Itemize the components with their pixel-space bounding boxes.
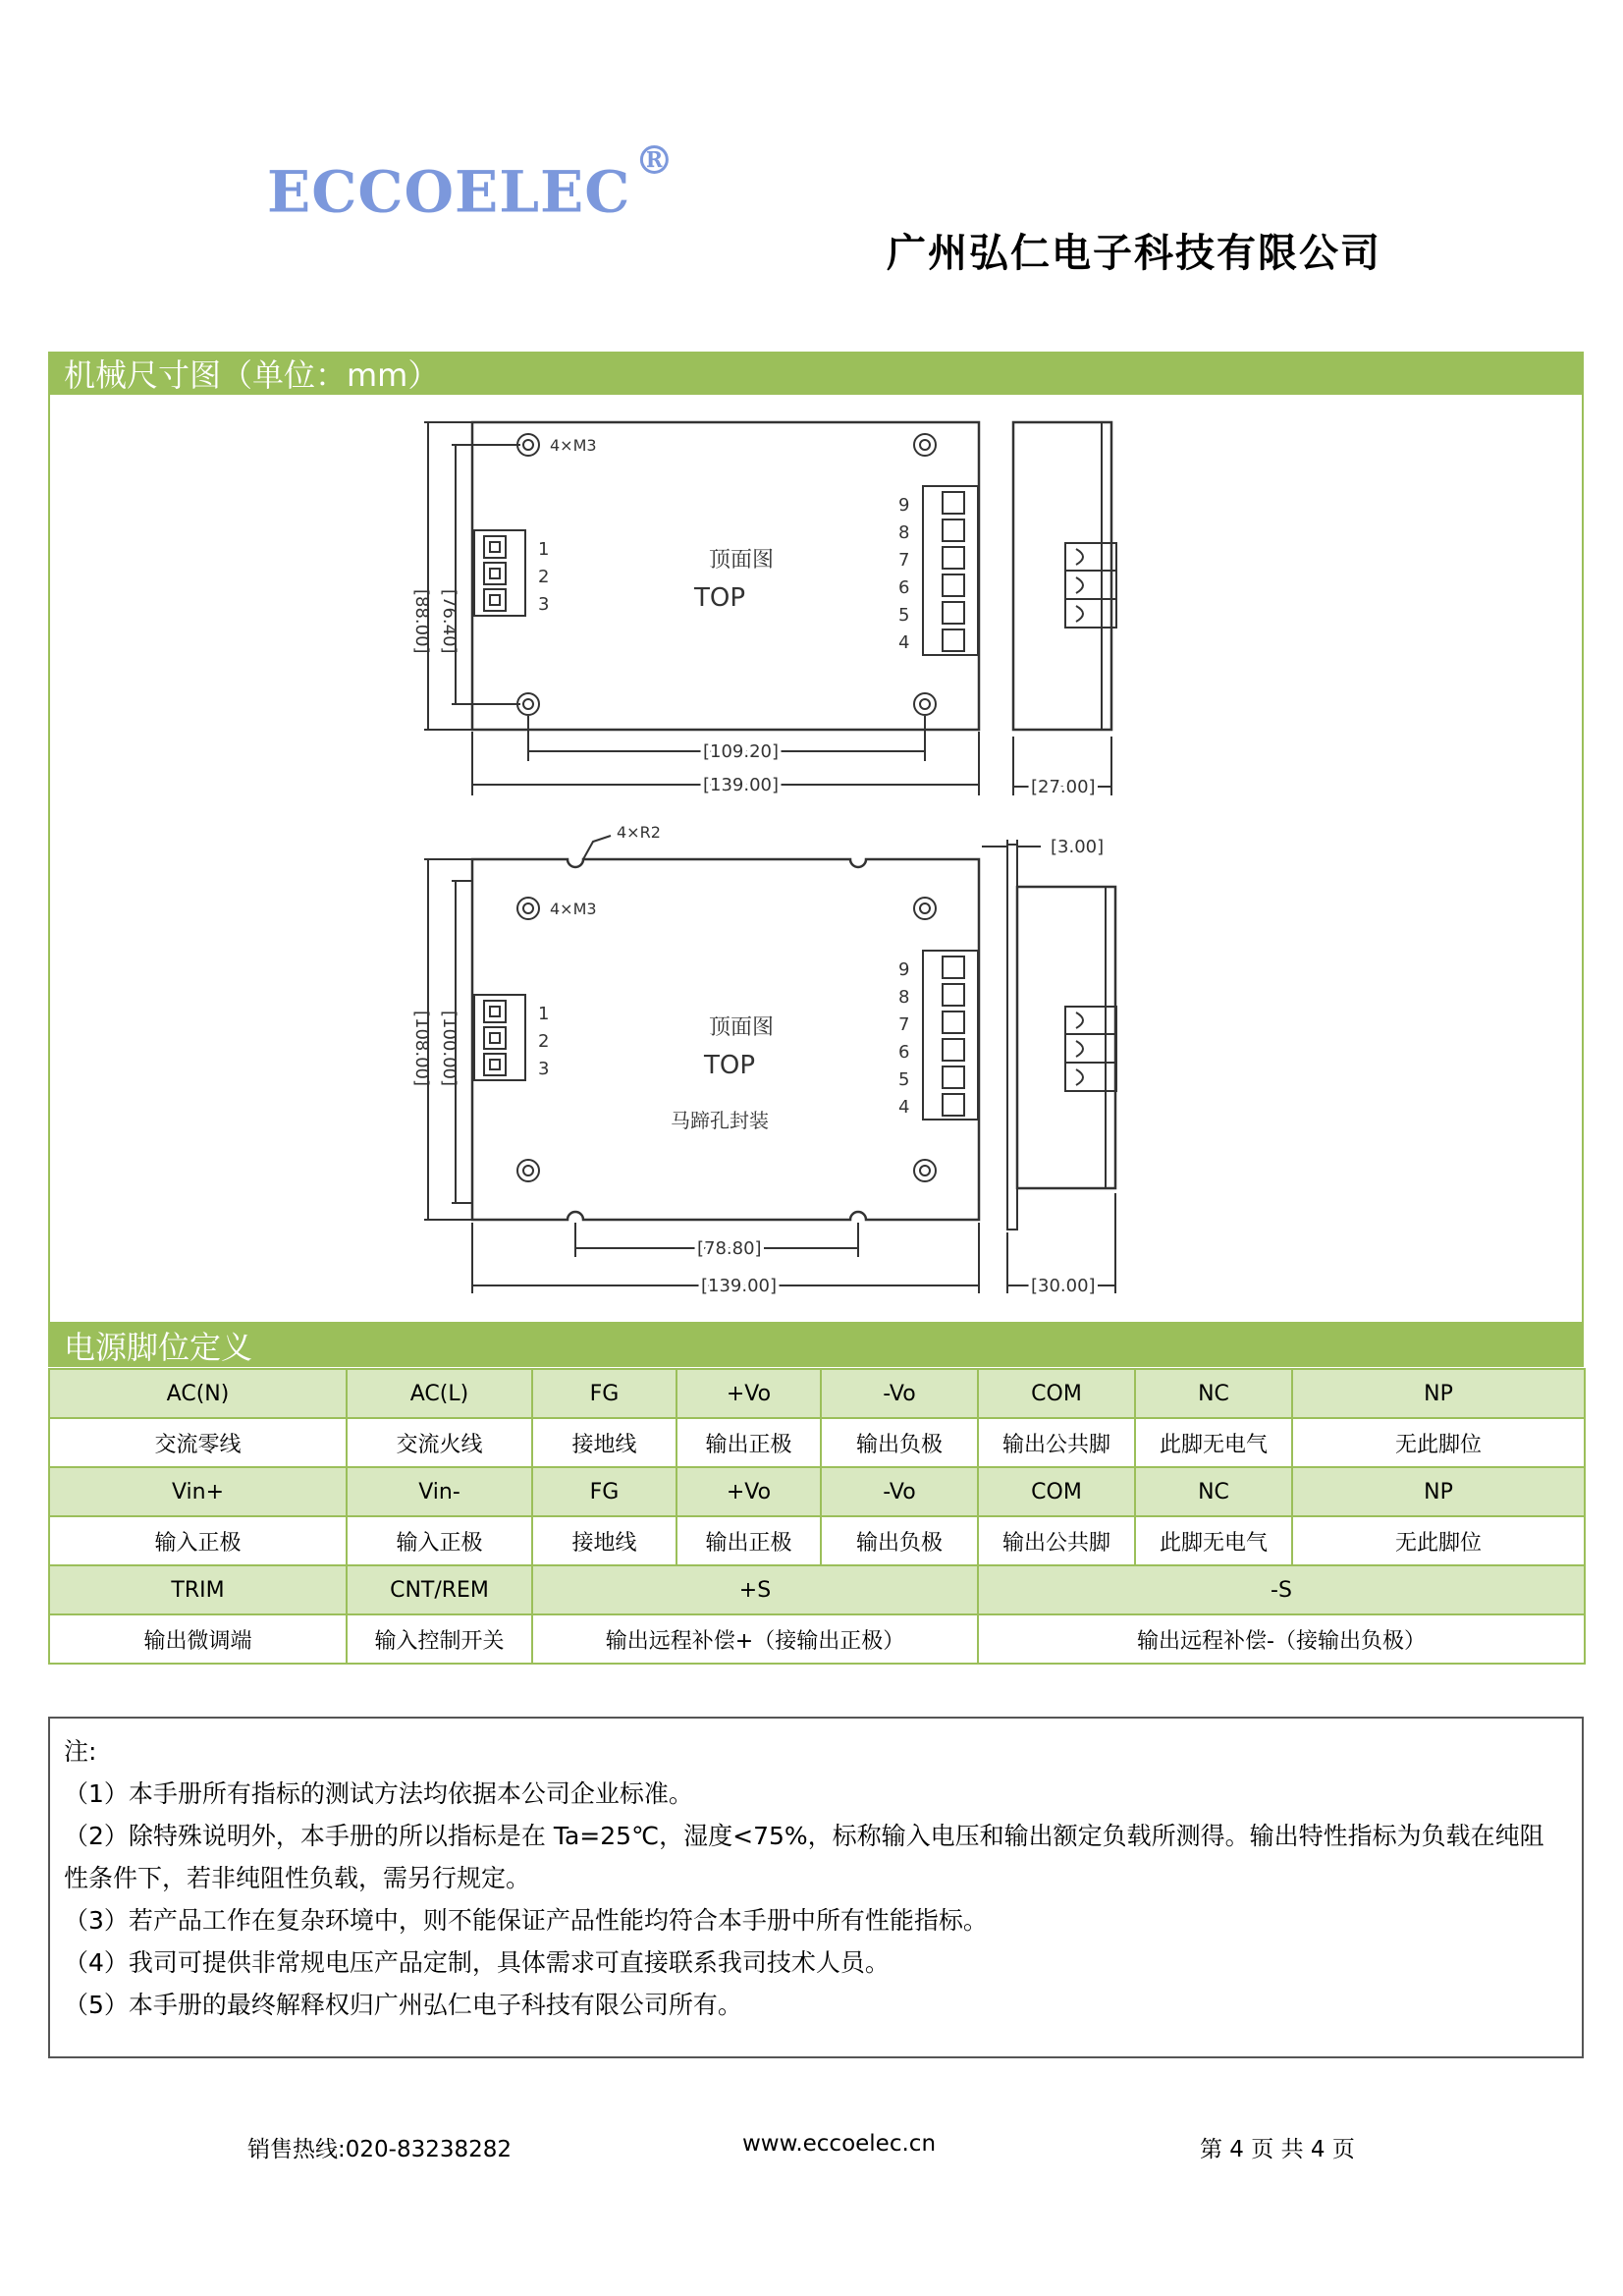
terminal-block-left: [474, 995, 525, 1080]
table-cell: 接地线: [532, 1418, 676, 1467]
view-label-en: TOP: [704, 1051, 756, 1080]
note-item: （4）我司可提供非常规电压产品定制，具体需求可直接联系我司技术人员。: [64, 1948, 890, 1977]
table-cell: FG: [532, 1369, 676, 1418]
table-cell: 输出负极: [821, 1516, 978, 1565]
table-cell: 输出远程补偿-（接输出负极）: [978, 1614, 1585, 1664]
registered-mark: ®: [634, 137, 676, 184]
note-item: （2）除特殊说明外，本手册的所以指标是在 Ta=25℃，湿度<75%，标称输入电压和输出额定负载所测得。输出特性指标为负载在纯阻性条件下，若非纯阻性负载，需另行规定。: [64, 1822, 1544, 1892]
mount-hole: [914, 1160, 936, 1181]
table-cell: CNT/REM: [347, 1565, 532, 1614]
table-cell: 输入正极: [347, 1516, 532, 1565]
sales-hotline: 销售热线:020-83238282: [247, 2137, 513, 2162]
dim-width-total: [139.00]: [701, 1276, 778, 1296]
pin-label: 8: [898, 522, 910, 543]
logo-text: ECCOELEC: [267, 158, 631, 226]
table-cell: 输出正极: [676, 1418, 821, 1467]
terminal-block-left: [474, 530, 525, 616]
mount-hole: [914, 434, 936, 456]
view-label-en: TOP: [694, 583, 746, 613]
mount-hole: [914, 693, 936, 715]
table-cell: NP: [1292, 1467, 1585, 1516]
table-cell: +Vo: [676, 1369, 821, 1418]
table-row: [49, 1369, 1585, 1418]
pin-label: 5: [898, 605, 910, 626]
pin-label: 8: [898, 987, 910, 1008]
table-cell: 输入正极: [49, 1516, 347, 1565]
note-item: （5）本手册的最终解释权归广州弘仁电子科技有限公司所有。: [64, 1991, 742, 2019]
mount-hole: [517, 898, 539, 919]
dim-height-outer: [88.00]: [411, 589, 432, 654]
company-logo: [267, 137, 676, 226]
table-cell: 输出负极: [821, 1418, 978, 1467]
table-cell: TRIM: [49, 1565, 347, 1614]
package-label: 马蹄孔封装: [671, 1109, 769, 1132]
pin-label: 7: [898, 550, 910, 571]
table-cell: 输入控制开关: [347, 1614, 532, 1664]
table-cell: -Vo: [821, 1467, 978, 1516]
dim-width-notch: [78.80]: [697, 1238, 762, 1259]
table-cell: COM: [978, 1467, 1135, 1516]
table-cell: 输出微调端: [49, 1614, 347, 1664]
mount-hole: [517, 1160, 539, 1181]
table-cell: 接地线: [532, 1516, 676, 1565]
side-view-1: [1013, 422, 1116, 730]
table-row: [49, 1614, 1585, 1664]
pin-label: 5: [898, 1069, 910, 1090]
table-cell: Vin+: [49, 1467, 347, 1516]
pin-label: 2: [538, 567, 550, 587]
notch-label: 4×R2: [617, 823, 661, 842]
side-view-2: [1007, 845, 1116, 1230]
table-cell: 无此脚位: [1292, 1418, 1585, 1467]
table-cell: NP: [1292, 1369, 1585, 1418]
table-cell: +Vo: [676, 1467, 821, 1516]
table-cell: NC: [1135, 1369, 1292, 1418]
dim-height-inner: [76.40]: [439, 589, 460, 654]
hole-label: 4×M3: [550, 436, 597, 455]
table-row: [49, 1418, 1585, 1467]
dim-height-inner: [100.00]: [439, 1011, 460, 1087]
table-cell: 无此脚位: [1292, 1516, 1585, 1565]
pin-label: 6: [898, 577, 910, 598]
table-cell: 交流火线: [347, 1418, 532, 1467]
pin-label: 6: [898, 1042, 910, 1063]
pin-label: 9: [898, 495, 910, 516]
mount-hole: [517, 693, 539, 715]
table-cell: 输出正极: [676, 1516, 821, 1565]
pin-label: 9: [898, 959, 910, 980]
table-cell: NC: [1135, 1467, 1292, 1516]
notes-box: [48, 1717, 1584, 2058]
dim-width-holes: [109.20]: [703, 741, 780, 762]
pin-definition-table: [48, 1368, 1586, 1665]
pin-label: 4: [898, 1097, 910, 1118]
pin-label: 4: [898, 632, 910, 653]
table-cell: COM: [978, 1369, 1135, 1418]
dim-flange: [3.00]: [1051, 837, 1105, 857]
page-number: 第 4 页 共 4 页: [1200, 2137, 1355, 2162]
table-cell: 输出公共脚: [978, 1418, 1135, 1467]
view-label-cn: 顶面图: [709, 548, 775, 573]
table-row: [49, 1467, 1585, 1516]
pin-label: 2: [538, 1031, 550, 1052]
table-cell: 此脚无电气: [1135, 1418, 1292, 1467]
dim-depth-2: [30.00]: [1031, 1276, 1096, 1296]
dim-depth-1: [27.00]: [1031, 777, 1096, 797]
note-item: （1）本手册所有指标的测试方法均依据本公司企业标准。: [64, 1779, 693, 1808]
table-cell: 输出远程补偿+（接输出正极）: [532, 1614, 978, 1664]
mechanical-drawing: [373, 398, 1159, 1321]
notes-heading: 注:: [64, 1737, 97, 1766]
website-link[interactable]: www.eccoelec.cn: [742, 2131, 937, 2157]
company-name: 广州弘仁电子科技有限公司: [887, 231, 1381, 276]
drawing-2: [411, 823, 1116, 1296]
pin-label: 1: [538, 539, 550, 560]
table-row: [49, 1516, 1585, 1565]
table-cell: AC(L): [347, 1369, 532, 1418]
pin-section-title: 电源脚位定义: [48, 1324, 1584, 1367]
table-cell: -Vo: [821, 1369, 978, 1418]
note-item: （3）若产品工作在复杂环境中，则不能保证产品性能均符合本手册中所有性能指标。: [64, 1906, 988, 1935]
dim-height-outer: [108.00]: [411, 1011, 432, 1087]
pin-label: 1: [538, 1004, 550, 1024]
pin-label: 7: [898, 1014, 910, 1035]
table-cell: 输出公共脚: [978, 1516, 1135, 1565]
table-cell: AC(N): [49, 1369, 347, 1418]
drawing-1: [411, 422, 1116, 797]
terminal-block-right: [923, 486, 978, 655]
pin-label: 3: [538, 1059, 550, 1079]
terminal-block-right: [923, 951, 978, 1120]
table-cell: 此脚无电气: [1135, 1516, 1292, 1565]
table-cell: Vin-: [347, 1467, 532, 1516]
table-cell: FG: [532, 1467, 676, 1516]
pin-label: 3: [538, 594, 550, 615]
mount-hole: [914, 898, 936, 919]
dim-width-total: [139.00]: [703, 775, 780, 795]
view-label-cn: 顶面图: [709, 1015, 775, 1040]
mount-hole: [517, 434, 539, 456]
table-cell: 交流零线: [49, 1418, 347, 1467]
table-row: [49, 1565, 1585, 1614]
table-cell: +S: [532, 1565, 978, 1614]
hole-label: 4×M3: [550, 900, 597, 918]
table-cell: -S: [978, 1565, 1585, 1614]
mech-section-title: 机械尺寸图（单位：mm）: [48, 352, 1584, 395]
